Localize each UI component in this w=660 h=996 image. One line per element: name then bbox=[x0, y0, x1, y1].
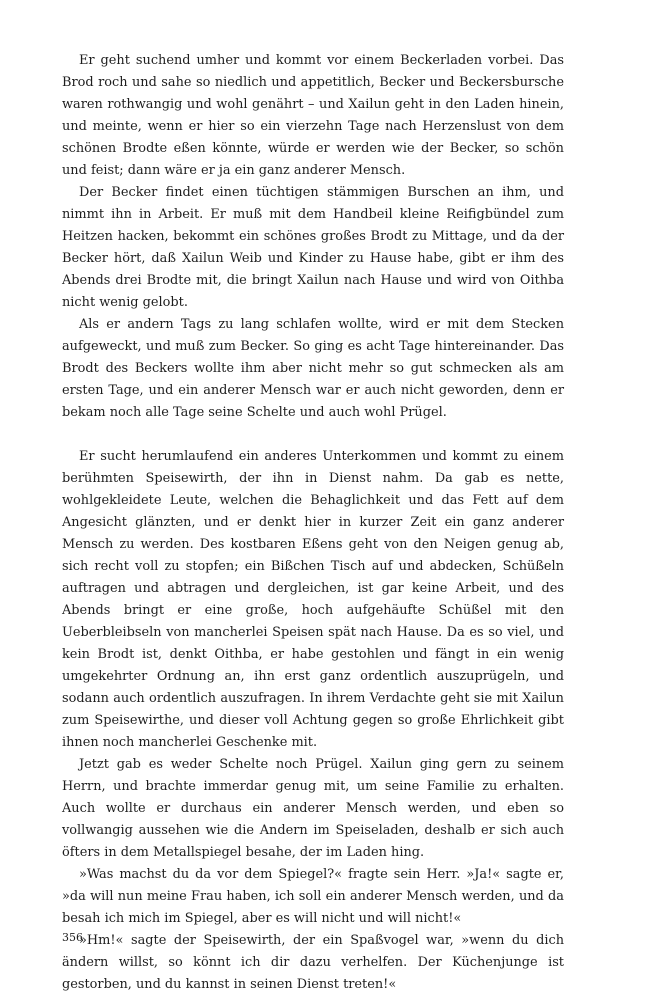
paragraph-beckerladen: Er geht suchend umher und kommt vor einem Beckerladen vorbei. Das Brod roch und sahe so niedlich und appetitlich, Becker und Beckersbursche waren rothwangig und wohl genährt – und Xailun geht in den Laden hinein, und meinte, wenn er hier so ein vierzehn Tage nach Herzenslust von dem schönen Brodte eßen könnte, würde er werden wie der Becker, so schön und feist; dann wäre er ja ein ganz anderer Mensch. bbox=[62, 53, 564, 178]
paragraph-acht-tage: Als er andern Tags zu lang schlafen wollte, wird er mit dem Stecken aufgeweckt, und muß zum Becker. So ging es acht Tage hintereinander. Das Brodt des Beckers wollte ihm aber nicht mehr so gut schmecken als am ersten Tage, und ein anderer Mensch war er auch nicht geworden, denn er bekam noch alle Tage seine Schelte und auch wohl Prügel. bbox=[62, 317, 564, 420]
book-page-body bbox=[62, 50, 564, 996]
section-gap bbox=[62, 424, 564, 446]
paragraph-spiegel-dialog: »Was machst du da vor dem Spiegel?« fragte sein Herr. »Ja!« sagte er, »da will nun meine Frau haben, ich soll ein anderer Mensch werden, und da besah ich mich im Spiegel, aber es will nicht und will nicht!« bbox=[62, 867, 564, 926]
page-number: 356 bbox=[62, 931, 83, 944]
paragraph-kuechenjunge: »Hm!« sagte der Speisewirth, der ein Spaßvogel war, »wenn du dich ändern willst, so könnt ich dir dazu verhelfen. Der Küchenjunge ist gestorben, und du kannst in seinen Dienst treten!« bbox=[62, 933, 564, 992]
paragraph-speisewirth: Er sucht herumlaufend ein anderes Unterkommen und kommt zu einem berühmten Speisewirth, der ihn in Dienst nahm. Da gab es nette, wohlgekleidete Leute, welchen die Behaglichkeit und das Fett auf dem Angesicht glänzten, und er denkt hier in kurzer Zeit ein ganz anderer Mensch zu werden. Des kostbaren Eßens geht von den Neigen genug ab, sich recht voll zu stopfen; ein Bißchen Tisch auf und abdecken, Schüßeln auftragen und abtragen und dergleichen, ist gar keine Arbeit, und des Abends bringt er eine große, hoch aufgehäufte Schüßel mit den Ueberbleibseln von mancherlei Speisen spät nach Hause. Da es so viel, und kein Brodt ist, denkt Oithba, er habe gestohlen und fängt in ein wenig umgekehrter Ordnung an, ihn erst ganz ordentlich auszuprügeln, und sodann auch ordentlich auszufragen. In ihrem Verdachte geht sie mit Xailun zum Speisewirthe, und dieser voll Achtung gegen so große Ehrlichkeit gibt ihnen noch mancherlei Geschenke mit. bbox=[62, 449, 564, 750]
paragraph-weder-schelte: Jetzt gab es weder Schelte noch Prügel. Xailun ging gern zu seinem Herrn, und brachte immerdar genug mit, um seine Familie zu erhalten. Auch wollte er durchaus ein anderer Mensch werden, und eben so vollwangig aussehen wie die Andern im Speiseladen, deshalb er sich auch öfters in dem Metallspiegel besahe, der im Laden hing. bbox=[62, 757, 564, 860]
paragraph-becker-arbeit: Der Becker findet einen tüchtigen stämmigen Burschen an ihm, und nimmt ihn in Arbeit. Er muß mit dem Handbeil kleine Reifigbündel zum Heitzen hacken, bekommt ein schönes großes Brodt zu Mittage, und da der Becker hört, daß Xailun Weib und Kinder zu Hause habe, gibt er ihm des Abends drei Brodte mit, die bringt Xailun nach Hause und wird von Oithba nicht wenig gelobt. bbox=[62, 185, 564, 310]
